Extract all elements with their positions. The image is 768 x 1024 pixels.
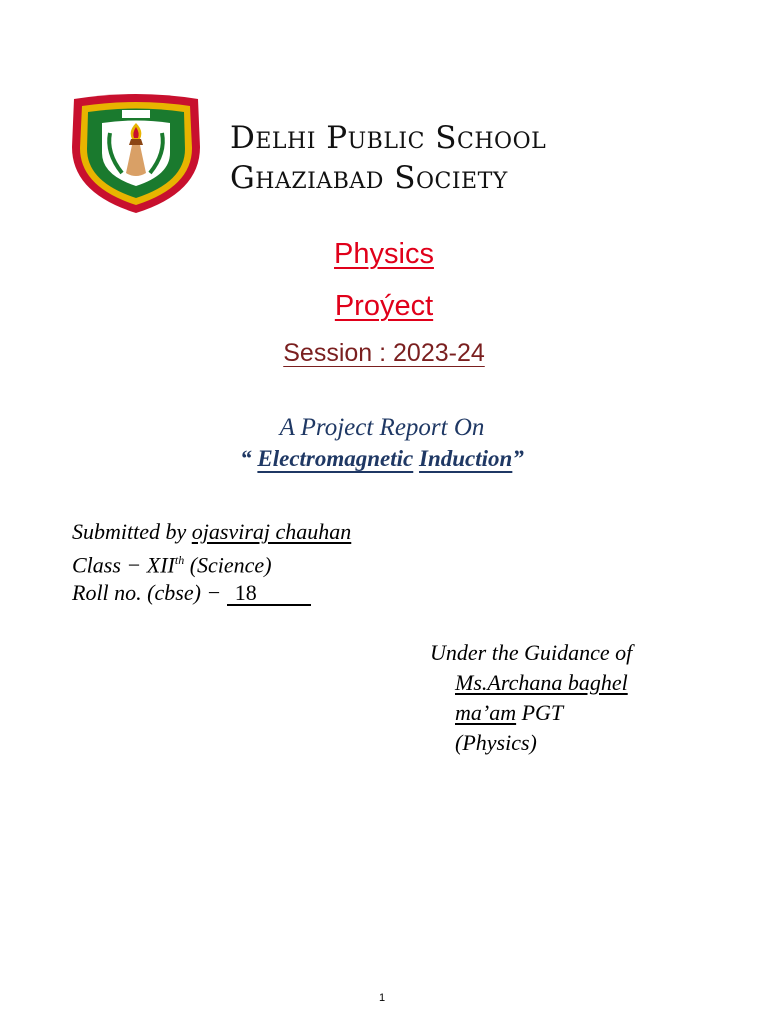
- subject-title: [0, 238, 768, 271]
- submitted-label: Submitted by: [72, 519, 187, 544]
- class-line: [72, 546, 351, 579]
- class-stream: (Science): [189, 552, 272, 578]
- session-line: [0, 339, 768, 368]
- topic-word-2: Induction: [419, 446, 513, 471]
- report-intro: A Project Report On: [279, 414, 485, 441]
- teacher-title-line: [430, 698, 632, 728]
- school-name: [230, 118, 546, 198]
- close-quote: ”: [512, 446, 524, 471]
- roll-line: [72, 579, 351, 607]
- topic-word-1: Electromagnetic: [257, 446, 414, 471]
- report-topic: [0, 446, 764, 472]
- roll-value: 18: [227, 582, 311, 606]
- teacher-department: (Physics): [455, 730, 537, 755]
- submitted-by-line: [72, 518, 351, 546]
- page-number: 1: [378, 992, 386, 1004]
- dps-crest-icon: [66, 93, 206, 215]
- teacher-honorific: ma’am: [455, 700, 517, 725]
- teacher-name: Ms.Archana baghel: [455, 670, 628, 695]
- roll-label: Roll no. (cbse) −: [72, 580, 222, 606]
- teacher-designation: PGT: [521, 700, 564, 725]
- subject-title-text: Physics: [334, 238, 434, 270]
- session-text: Session : 2023-24: [283, 339, 485, 367]
- student-details: [72, 518, 351, 607]
- guidance-label: Under the Guidance of: [430, 640, 633, 665]
- open-quote: “: [240, 446, 252, 471]
- teacher-name-line: [430, 668, 632, 698]
- student-name: ojasviraj chauhan: [191, 519, 352, 544]
- project-title: [0, 290, 768, 323]
- school-name-line1: Delhi Public School: [230, 120, 547, 156]
- class-label: Class − XII: [72, 552, 175, 578]
- school-logo: [66, 93, 206, 215]
- class-sup: th: [174, 553, 185, 567]
- guidance-block: [430, 638, 632, 758]
- school-name-line2: Ghaziabad Society: [230, 160, 508, 196]
- project-title-text: Proýect: [334, 290, 434, 322]
